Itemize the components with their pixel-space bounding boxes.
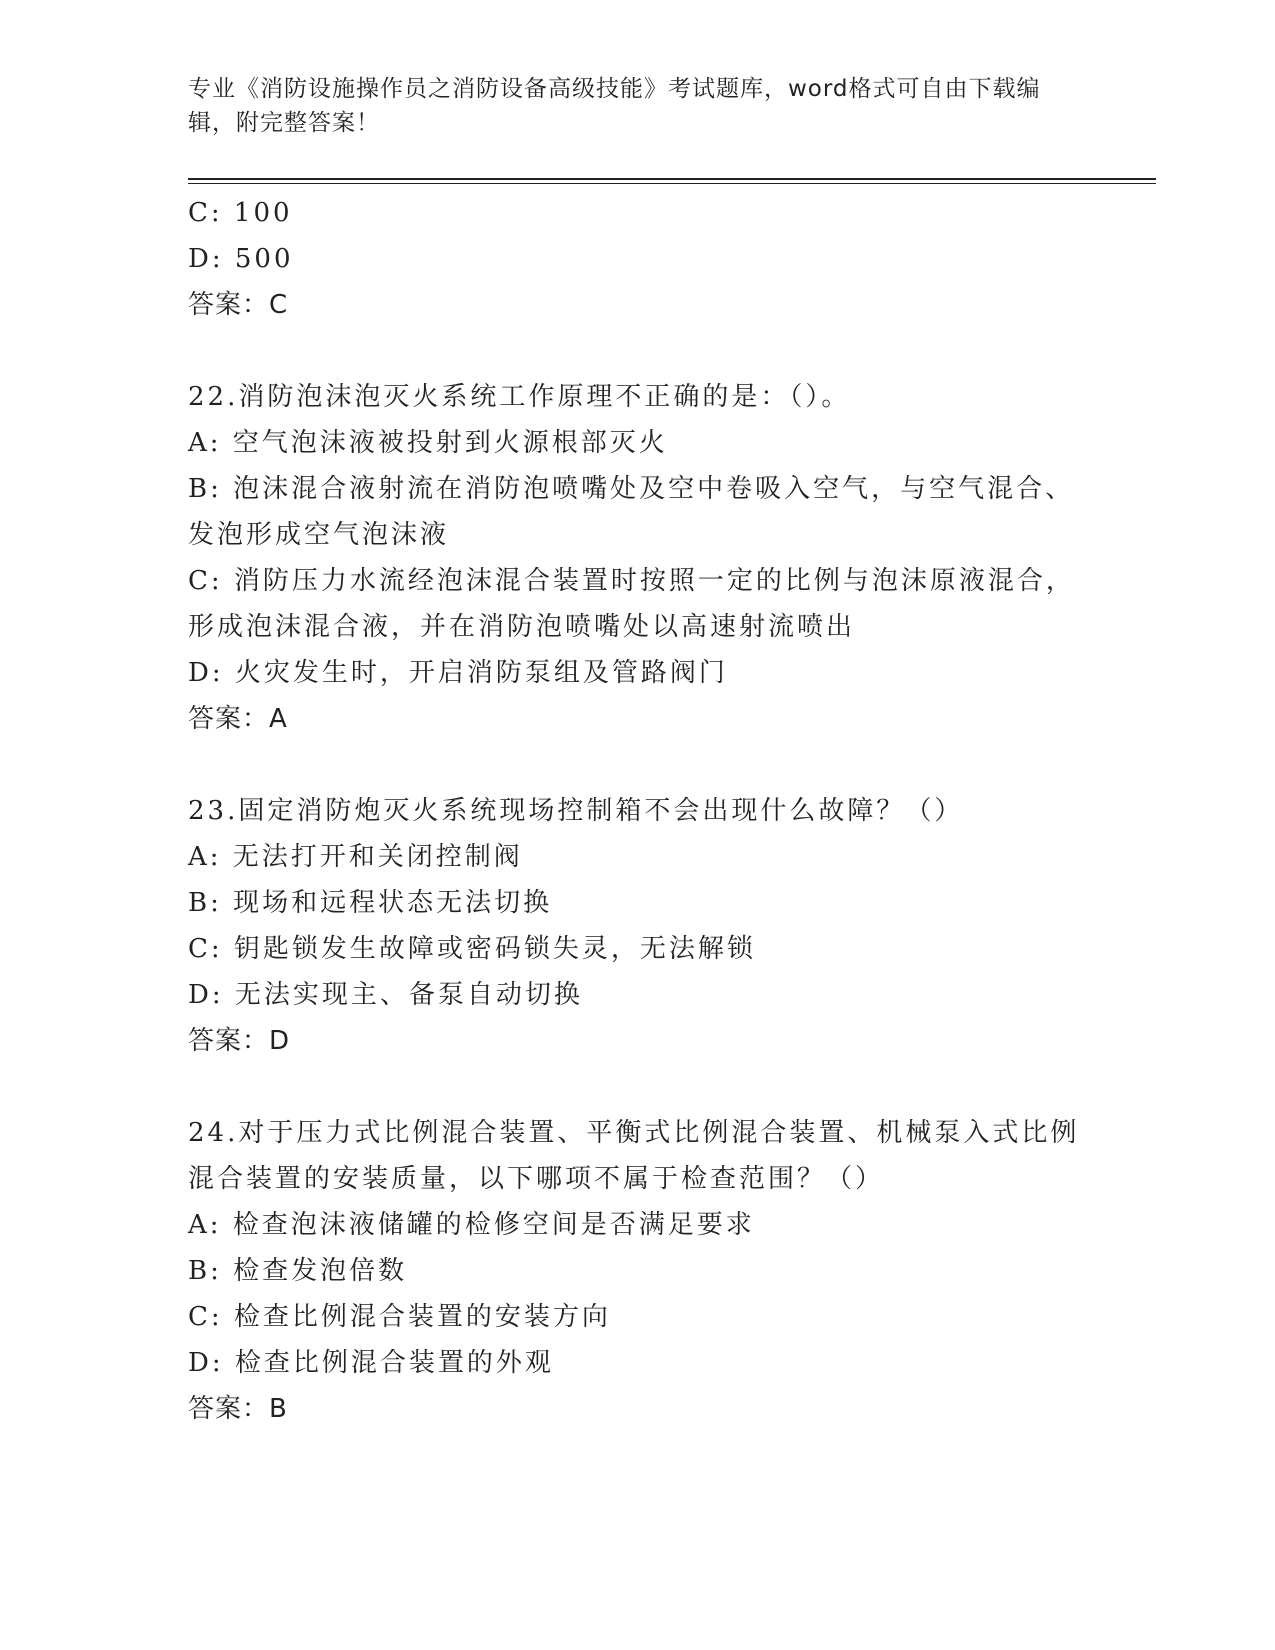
question-22	[188, 374, 1088, 742]
option-a: A: 无法打开和关闭控制阀	[188, 842, 523, 872]
spacer	[188, 742, 1088, 788]
option-c: C: 钥匙锁发生故障或密码锁失灵，无法解锁	[188, 934, 756, 964]
spacer	[188, 1064, 1088, 1110]
option-d: D: 500	[188, 244, 294, 274]
option-a: A: 空气泡沫液被投射到火源根部灭火	[188, 428, 668, 458]
option-a: A: 检查泡沫液储罐的检修空间是否满足要求	[188, 1210, 755, 1240]
question-stem: 24.对于压力式比例混合装置、平衡式比例混合装置、机械泵入式比例	[188, 1118, 1080, 1148]
option-c: C: 100	[188, 198, 293, 228]
option-d: D: 火灾发生时，开启消防泵组及管路阀门	[188, 658, 728, 688]
answer-line: 答案：D	[188, 1026, 291, 1056]
header-divider-thick	[188, 178, 1156, 180]
page-header: 专业《消防设施操作员之消防设备高级技能》考试题库，word格式可自由下载编辑，附完整答案！	[188, 76, 1041, 136]
option-b: B: 检查发泡倍数	[188, 1256, 408, 1286]
spacer	[188, 328, 1088, 374]
answer-line: 答案：B	[188, 1394, 288, 1424]
option-c: C: 检查比例混合装置的安装方向	[188, 1302, 611, 1332]
option-b: B: 泡沫混合液射流在消防泡喷嘴处及空中卷吸入空气，与空气混合、	[188, 474, 1075, 504]
answer-line: 答案：A	[188, 704, 288, 734]
question-23	[188, 788, 1088, 1064]
option-d: D: 检查比例混合装置的外观	[188, 1348, 554, 1378]
previous-question-tail	[188, 190, 1088, 328]
question-24	[188, 1110, 1088, 1432]
question-stem: 22.消防泡沫泡灭火系统工作原理不正确的是：（）。	[188, 382, 851, 412]
option-d: D: 无法实现主、备泵自动切换	[188, 980, 583, 1010]
question-list	[188, 190, 1088, 1432]
question-stem: 23.固定消防炮灭火系统现场控制箱不会出现什么故障？（）	[188, 796, 964, 826]
question-stem-continued: 混合装置的安装质量，以下哪项不属于检查范围？（）	[188, 1164, 885, 1194]
option-b: B: 现场和远程状态无法切换	[188, 888, 553, 918]
option-c: C: 消防压力水流经泡沫混合装置时按照一定的比例与泡沫原液混合，	[188, 566, 1075, 596]
option-b-continued: 发泡形成空气泡沫液	[188, 520, 450, 550]
option-c-continued: 形成泡沫混合液，并在消防泡喷嘴处以高速射流喷出	[188, 612, 856, 642]
answer-line: 答案：C	[188, 290, 289, 320]
header-divider-thin	[188, 183, 1156, 184]
